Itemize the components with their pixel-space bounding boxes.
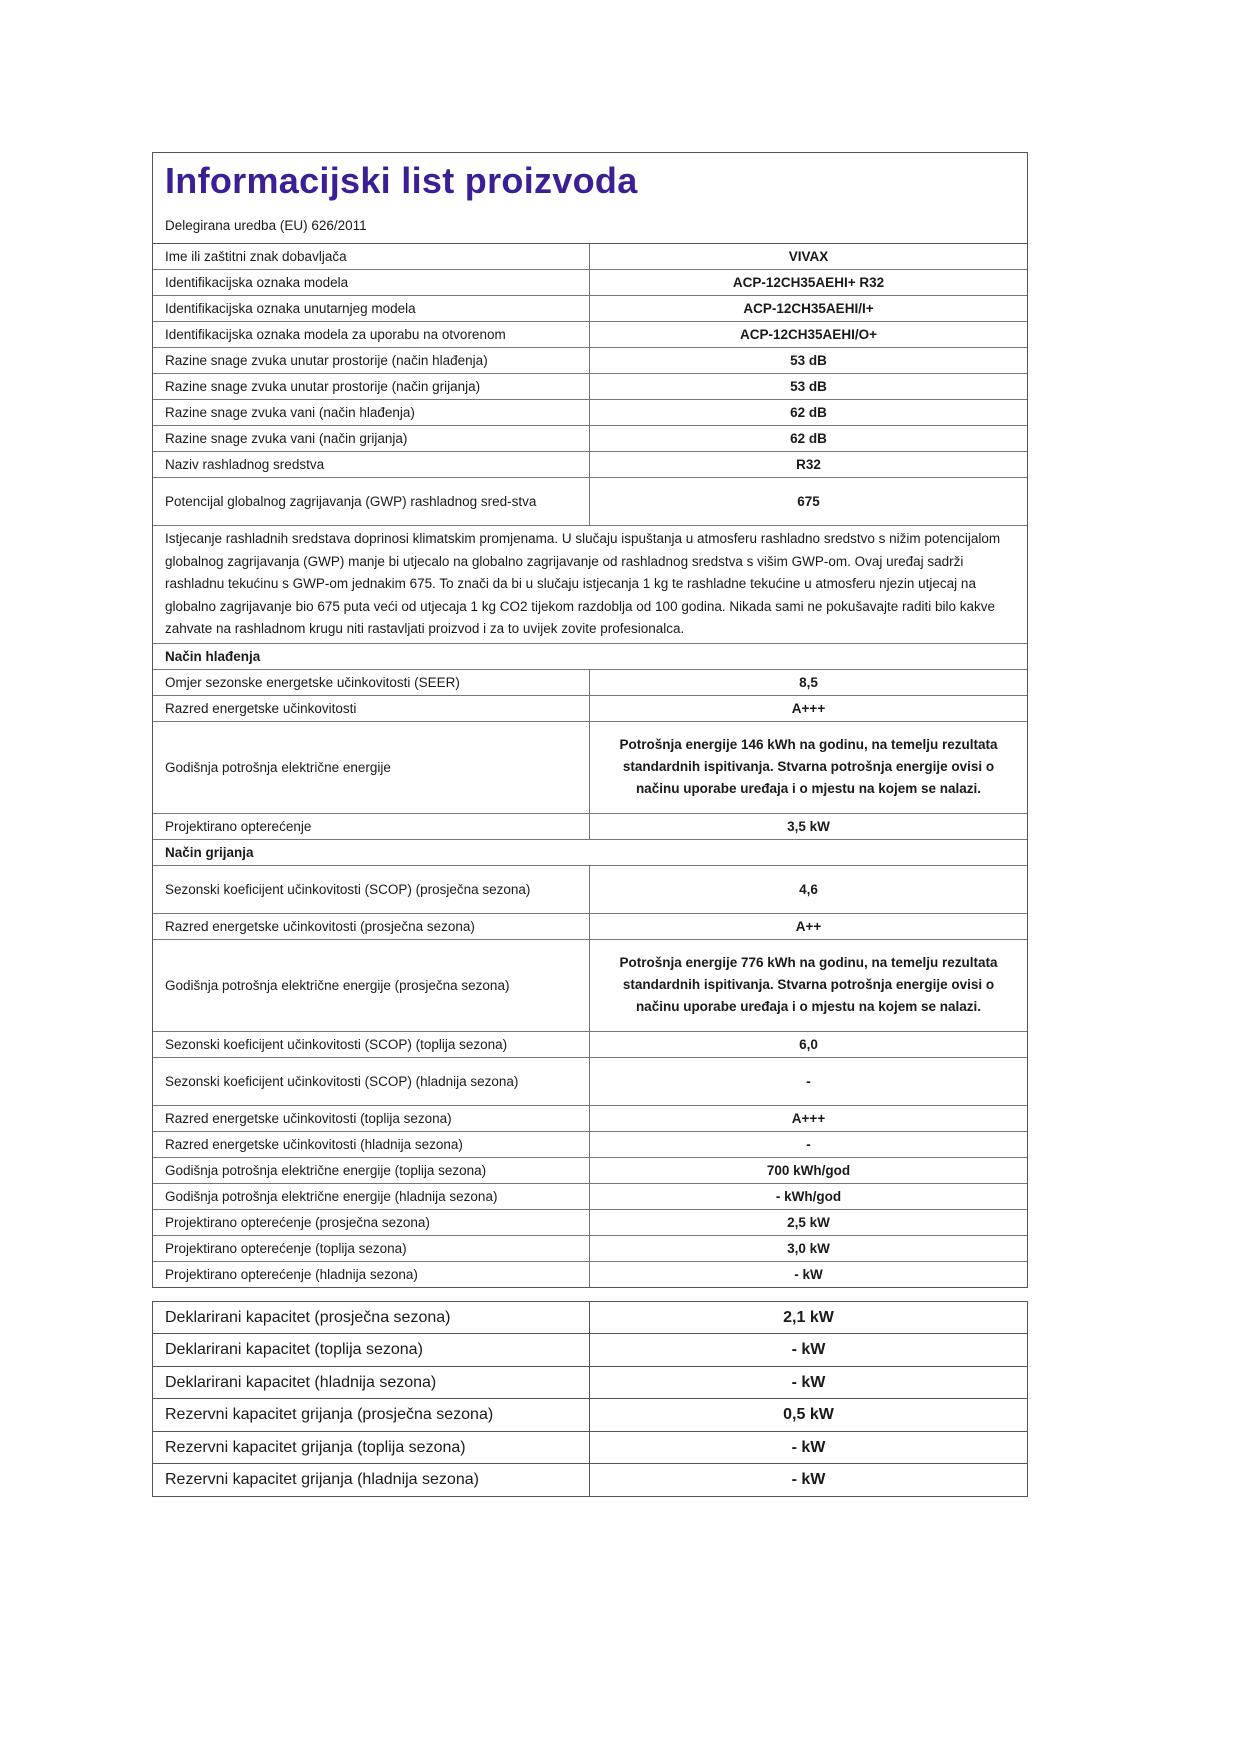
gwp-note: Istjecanje rashladnih sredstava doprinosi klimatskim promjenama. U slučaju ispuštanja u atmosferu rashladno sredstvo s nižim potencijalom globalnog zagrijavanja (GWP) manje bi utjecalo na globalno zagrijavanje od rashladnog sredstva s višim GWP-om. Ovaj uređaj sadrži rashladnu tekućinu s GWP-om jednakim 675. To znači da bi u slučaju istjecanja 1 kg te rashladne tekućine u atmosferu njezin utjecaj na globalno zagrijavanje bio 675 puta veći od utjecaja 1 kg CO2 tijekom razdoblja od 100 godina. Nikada sami ne pokušavajte raditi bilo kakve zahvate na rashladnom krugu niti rastavljati proizvod i za to uvijek zovite profesionalca. [153,526,1027,644]
row-label: Deklarirani kapacitet (prosječna sezona) [153,1302,590,1334]
row-value: 62 dB [590,400,1028,426]
row-value: 2,5 kW [590,1209,1028,1235]
row-value: 8,5 [590,669,1028,695]
row-value: - kWh/god [590,1183,1028,1209]
row-label: Razine snage zvuka vani (način grijanja) [153,426,590,452]
table-row [153,913,1027,939]
row-value: ACP-12CH35AEHI/O+ [590,322,1028,348]
row-label: Naziv rashladnog sredstva [153,452,590,478]
row-value: 6,0 [590,1031,1028,1057]
row-value: - kW [590,1366,1028,1399]
section-row [153,643,1027,669]
table-row [153,322,1027,348]
row-label: Sezonski koeficijent učinkovitosti (SCOP) (toplija sezona) [153,1031,590,1057]
row-label: Rezervni kapacitet grijanja (prosječna sezona) [153,1399,590,1432]
row-value: - kW [791,1471,826,1489]
row-label: Deklarirani kapacitet (hladnija sezona) [153,1366,590,1399]
table-row [153,1209,1027,1235]
table-row [153,939,1027,1031]
row-value: - kW [590,1334,1028,1367]
row-value: VIVAX [590,244,1028,270]
table-row [153,1057,1027,1105]
table-row [153,270,1027,296]
product-information-sheet [152,152,1028,1497]
row-value: A+++ [590,695,1028,721]
row-label: Identifikacijska oznaka modela [153,270,590,296]
row-value: 3,0 kW [590,1235,1028,1261]
table-row [153,296,1027,322]
table-row [153,1334,1027,1367]
document-subtitle: Delegirana uredba (EU) 626/2011 [165,218,367,233]
table-row [153,721,1027,813]
row-value: 0,5 kW [590,1399,1028,1432]
row-value: 2,1 kW [590,1302,1028,1334]
table-row [153,452,1027,478]
table-row [153,244,1027,270]
row-label: Godišnja potrošnja električne energije (hladnija sezona) [153,1183,590,1209]
row-label: Projektirano opterećenje (hladnija sezona) [153,1261,590,1287]
table-row [153,1366,1027,1399]
row-value: 700 kWh/god [590,1157,1028,1183]
row-value: - [590,1131,1028,1157]
row-value: ACP-12CH35AEHI/I+ [590,296,1028,322]
main-info-table [153,244,1027,1287]
document-title: Informacijski list proizvoda [165,160,638,201]
row-label: Sezonski koeficijent učinkovitosti (SCOP) (hladnija sezona) [153,1057,590,1105]
table-row [153,1105,1027,1131]
table-row [153,478,1027,526]
table-row [153,1399,1027,1432]
row-label: Potencijal globalnog zagrijavanja (GWP) rashladnog sred-stva [153,478,590,526]
row-label: Rezervni kapacitet grijanja (toplija sezona) [153,1431,590,1464]
row-label: Omjer sezonske energetske učinkovitosti (SEER) [153,669,590,695]
heating-section-heading: Način grijanja [153,839,1027,865]
row-label: Razred energetske učinkovitosti (hladnija sezona) [153,1131,590,1157]
row-label: Sezonski koeficijent učinkovitosti (SCOP) (prosječna sezona) [153,865,590,913]
table-row [153,1235,1027,1261]
row-value: - [590,1057,1028,1105]
row-value: A++ [590,913,1028,939]
gwp-note-row [153,526,1027,644]
table-row [153,1183,1027,1209]
row-label: Godišnja potrošnja električne energije (toplija sezona) [153,1157,590,1183]
row-label: Deklarirani kapacitet (toplija sezona) [153,1334,590,1367]
table-row [153,669,1027,695]
row-value: 62 dB [590,426,1028,452]
row-value: Potrošnja energije 146 kWh na godinu, na temelju rezultata standardnih ispitivanja. Stvarna potrošnja energije ovisi o načinu uporabe uređaja i o mjestu na kojem se nalazi. [590,721,1028,813]
row-label: Projektirano opterećenje (prosječna sezona) [153,1209,590,1235]
row-value: 53 dB [590,348,1028,374]
cooling-section-heading: Način hlađenja [153,643,1027,669]
table-row [153,1031,1027,1057]
row-label: Razine snage zvuka vani (način hlađenja) [153,400,590,426]
row-label: Razred energetske učinkovitosti (toplija sezona) [153,1105,590,1131]
row-value: 3,5 kW [590,813,1028,839]
table-row [153,426,1027,452]
row-value: A+++ [590,1105,1028,1131]
row-value: - kW [590,1431,1028,1464]
main-info-table-box [152,152,1028,1288]
row-label: Identifikacijska oznaka unutarnjeg modela [153,296,590,322]
table-row [153,695,1027,721]
row-label: Godišnja potrošnja električne energije (prosječna sezona) [153,939,590,1031]
row-value: ACP-12CH35AEHI+ R32 [590,270,1028,296]
table-row [153,400,1027,426]
table-row [153,1302,1027,1334]
table-row [153,1431,1027,1464]
table-row [153,1464,1027,1496]
row-value: 4,6 [590,865,1028,913]
row-label: Projektirano opterećenje (toplija sezona) [153,1235,590,1261]
row-label: Razine snage zvuka unutar prostorije (način grijanja) [153,374,590,400]
row-label: Rezervni kapacitet grijanja (hladnija sezona) [153,1464,590,1496]
table-row [153,1131,1027,1157]
row-value: R32 [590,452,1028,478]
table-row [153,865,1027,913]
document-header [153,153,1027,244]
row-label: Ime ili zaštitni znak dobavljača [153,244,590,270]
capacity-table-box [152,1301,1028,1497]
row-label: Razred energetske učinkovitosti [153,695,590,721]
table-row [153,1157,1027,1183]
table-row [153,374,1027,400]
row-label: Identifikacijska oznaka modela za uporabu na otvorenom [153,322,590,348]
table-row [153,813,1027,839]
row-value: Potrošnja energije 776 kWh na godinu, na temelju rezultata standardnih ispitivanja. Stvarna potrošnja energije ovisi o načinu uporabe uređaja i o mjestu na kojem se nalazi. [590,939,1028,1031]
table-row [153,348,1027,374]
section-row [153,839,1027,865]
row-label: Razred energetske učinkovitosti (prosječna sezona) [153,913,590,939]
row-value: 675 [590,478,1028,526]
row-value: - kW [794,1266,823,1282]
table-row [153,1261,1027,1287]
row-value: 53 dB [590,374,1028,400]
row-label: Godišnja potrošnja električne energije [153,721,590,813]
row-label: Razine snage zvuka unutar prostorije (način hlađenja) [153,348,590,374]
capacity-table [153,1302,1027,1496]
row-label: Projektirano opterećenje [153,813,590,839]
